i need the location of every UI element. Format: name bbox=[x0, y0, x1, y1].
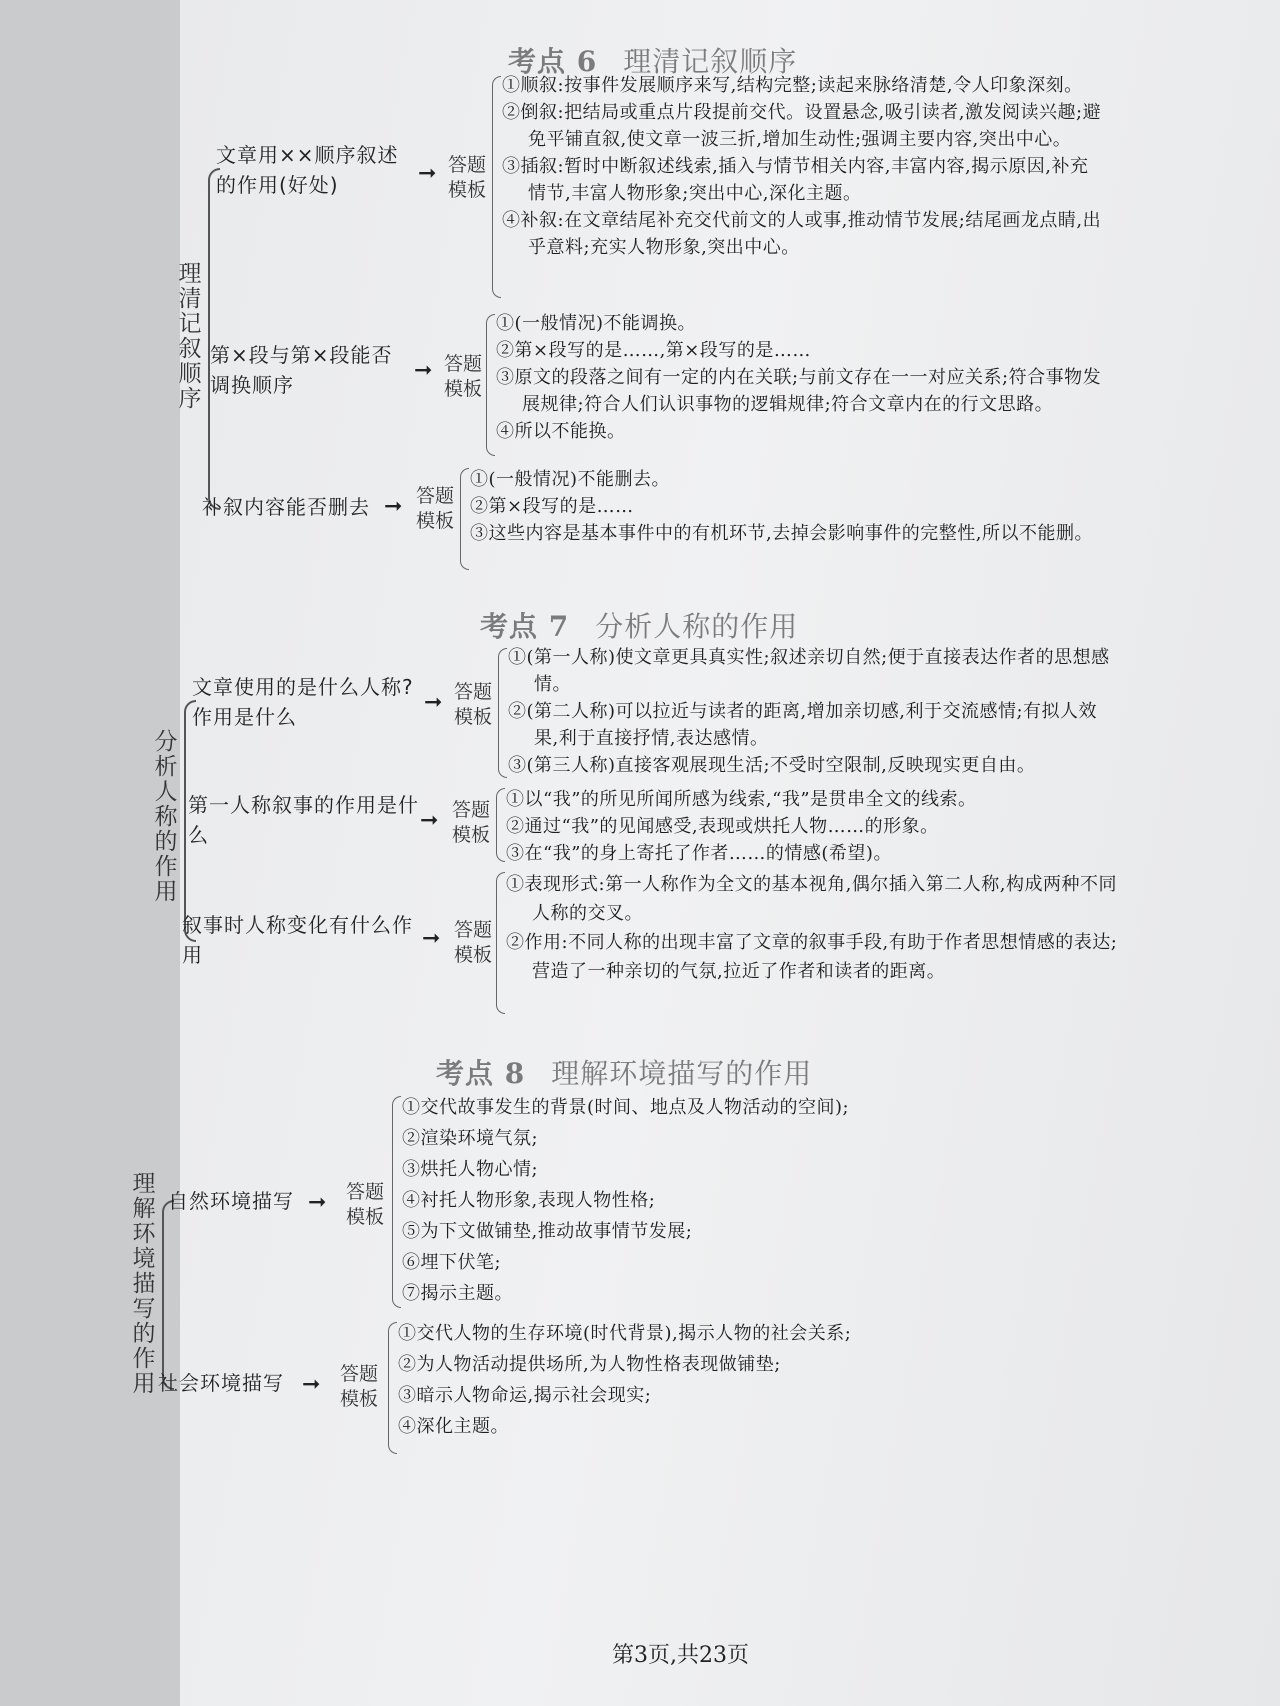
answer-list bbox=[398, 1318, 1058, 1442]
question-label: 补叙内容能否删去 bbox=[202, 495, 370, 519]
template-label: 答题模板 bbox=[416, 485, 455, 532]
section-heading: 考点 6 理清记叙顺序 bbox=[508, 45, 798, 78]
arrow-icon: ➞ bbox=[424, 690, 443, 715]
template-label: 答题模板 bbox=[452, 799, 491, 846]
answer-item: ①以“我”的所见所闻所感为线索,“我”是贯串全文的线索。 bbox=[506, 789, 977, 810]
answer-item: ②为人物活动提供场所,为人物性格表现做铺垫; bbox=[398, 1354, 781, 1375]
answer-item: ③(第三人称)直接客观展现生活;不受时空限制,反映现实更自由。 bbox=[508, 755, 1036, 776]
question-label: 文章使用的是什么人称?作用是什么 bbox=[192, 675, 414, 729]
question-label: 社会环境描写 bbox=[158, 1371, 284, 1395]
answer-item: ②第×段写的是……,第×段写的是…… bbox=[496, 340, 811, 361]
answer-item: ②第×段写的是…… bbox=[470, 496, 634, 517]
answer-item: ①交代故事发生的背景(时间、地点及人物活动的空间); bbox=[402, 1097, 850, 1118]
answer-item: ③原文的段落之间有一定的内在关联;与前文存在一一对应关系;符合事物发展规律;符合人们认识事物的逻辑规律;符合文章内在的行文思路。 bbox=[496, 367, 1102, 415]
answer-item: ⑦揭示主题。 bbox=[402, 1283, 513, 1304]
answer-list bbox=[508, 644, 1118, 779]
arrow-icon: ➞ bbox=[420, 808, 439, 833]
answer-item: ④衬托人物形象,表现人物性格; bbox=[402, 1190, 656, 1211]
question-label: 自然环境描写 bbox=[168, 1189, 294, 1213]
document-page bbox=[132, 0, 1280, 1706]
template-label: 答题模板 bbox=[448, 154, 487, 201]
answer-item: ③暗示人物命运,揭示社会现实; bbox=[398, 1385, 652, 1406]
answer-bracket bbox=[492, 76, 501, 298]
section-bracket bbox=[162, 1200, 174, 1390]
answer-bracket bbox=[486, 314, 495, 456]
answer-list bbox=[402, 1092, 1042, 1309]
answer-item: ①(第一人称)使文章更具真实性;叙述亲切自然;便于直接表达作者的思想感情。 bbox=[508, 647, 1110, 695]
answer-item: ④补叙:在文章结尾补充交代前文的人或事,推动情节发展;结尾画龙点睛,出乎意料;充实人物形象,突出中心。 bbox=[502, 210, 1102, 258]
answer-item: ②通过“我”的见闻感受,表现或烘托人物……的形象。 bbox=[506, 816, 939, 837]
section-side-label: 理清记叙顺序 bbox=[178, 261, 202, 412]
arrow-icon: ➞ bbox=[384, 494, 403, 519]
answer-item: ①(一般情况)不能删去。 bbox=[470, 469, 671, 490]
page-number: 第3页,共23页 bbox=[612, 1643, 749, 1668]
question-label: 文章用××顺序叙述的作用(好处) bbox=[216, 143, 399, 197]
answer-item: ③插叙:暂时中断叙述线索,插入与情节相关内容,丰富内容,揭示原因,补充情节,丰富人物形象;突出中心,深化主题。 bbox=[502, 156, 1089, 204]
question-label: 第×段与第×段能否调换顺序 bbox=[210, 343, 393, 397]
answer-item: ②作用:不同人称的出现丰富了文章的叙事手段,有助于作者思想情感的表达;营造了一种亲切的气氛,拉近了作者和读者的距离。 bbox=[506, 932, 1118, 982]
arrow-icon: ➞ bbox=[302, 1372, 321, 1397]
answer-list bbox=[470, 466, 1102, 547]
answer-bracket bbox=[392, 1096, 401, 1308]
section-heading: 考点 8 理解环境描写的作用 bbox=[436, 1057, 813, 1090]
section-bracket bbox=[208, 168, 220, 510]
answer-bracket bbox=[460, 468, 469, 570]
template-label: 答题模板 bbox=[454, 681, 493, 728]
section-side-label: 理解环境描写的作用 bbox=[132, 1171, 156, 1397]
section-heading: 考点 7 分析人称的作用 bbox=[480, 610, 799, 643]
answer-list bbox=[506, 870, 1118, 986]
arrow-icon: ➞ bbox=[414, 358, 433, 383]
answer-bracket bbox=[498, 648, 507, 778]
answer-item: ①交代人物的生存环境(时代背景),揭示人物的社会关系; bbox=[398, 1323, 852, 1344]
section-side-label: 分析人称的作用 bbox=[154, 729, 178, 905]
question-label: 叙事时人称变化有什么作用 bbox=[182, 913, 413, 967]
answer-bracket bbox=[388, 1322, 397, 1454]
answer-list bbox=[502, 72, 1102, 261]
arrow-icon: ➞ bbox=[418, 161, 437, 186]
answer-item: ②倒叙:把结局或重点片段提前交代。设置悬念,吸引读者,激发阅读兴趣;避免平铺直叙,使文章一波三折,增加生动性;强调主要内容,突出中心。 bbox=[502, 102, 1102, 150]
answer-item: ①表现形式:第一人称作为全文的基本视角,偶尔插入第二人称,构成两种不同人称的交叉。 bbox=[506, 874, 1118, 924]
answer-item: ③这些内容是基本事件中的有机环节,去掉会影响事件的完整性,所以不能删。 bbox=[470, 523, 1093, 544]
question-label: 第一人称叙事的作用是什么 bbox=[188, 793, 419, 847]
answer-item: ⑥埋下伏笔; bbox=[402, 1252, 502, 1273]
answer-item: ④深化主题。 bbox=[398, 1416, 509, 1437]
arrow-icon: ➞ bbox=[422, 926, 441, 951]
template-label: 答题模板 bbox=[340, 1363, 379, 1410]
answer-bracket bbox=[496, 872, 505, 1014]
template-label: 答题模板 bbox=[444, 353, 483, 400]
answer-item: ②渲染环境气氛; bbox=[402, 1128, 539, 1149]
answer-list bbox=[506, 786, 1118, 867]
answer-item: ③烘托人物心情; bbox=[402, 1159, 539, 1180]
answer-item: ③在“我”的身上寄托了作者……的情感(希望)。 bbox=[506, 843, 892, 864]
answer-list bbox=[496, 310, 1102, 445]
arrow-icon: ➞ bbox=[308, 1190, 327, 1215]
answer-item: ④所以不能换。 bbox=[496, 421, 626, 442]
answer-item: ⑤为下文做铺垫,推动故事情节发展; bbox=[402, 1221, 693, 1242]
answer-bracket bbox=[496, 788, 505, 862]
template-label: 答题模板 bbox=[454, 919, 493, 966]
answer-item: ①(一般情况)不能调换。 bbox=[496, 313, 697, 334]
answer-item: ①顺叙:按事件发展顺序来写,结构完整;读起来脉络清楚,令人印象深刻。 bbox=[502, 75, 1083, 96]
template-label: 答题模板 bbox=[346, 1181, 385, 1228]
answer-item: ②(第二人称)可以拉近与读者的距离,增加亲切感,利于交流感情;有拟人效果,利于直接抒情,表达感情。 bbox=[508, 701, 1098, 749]
